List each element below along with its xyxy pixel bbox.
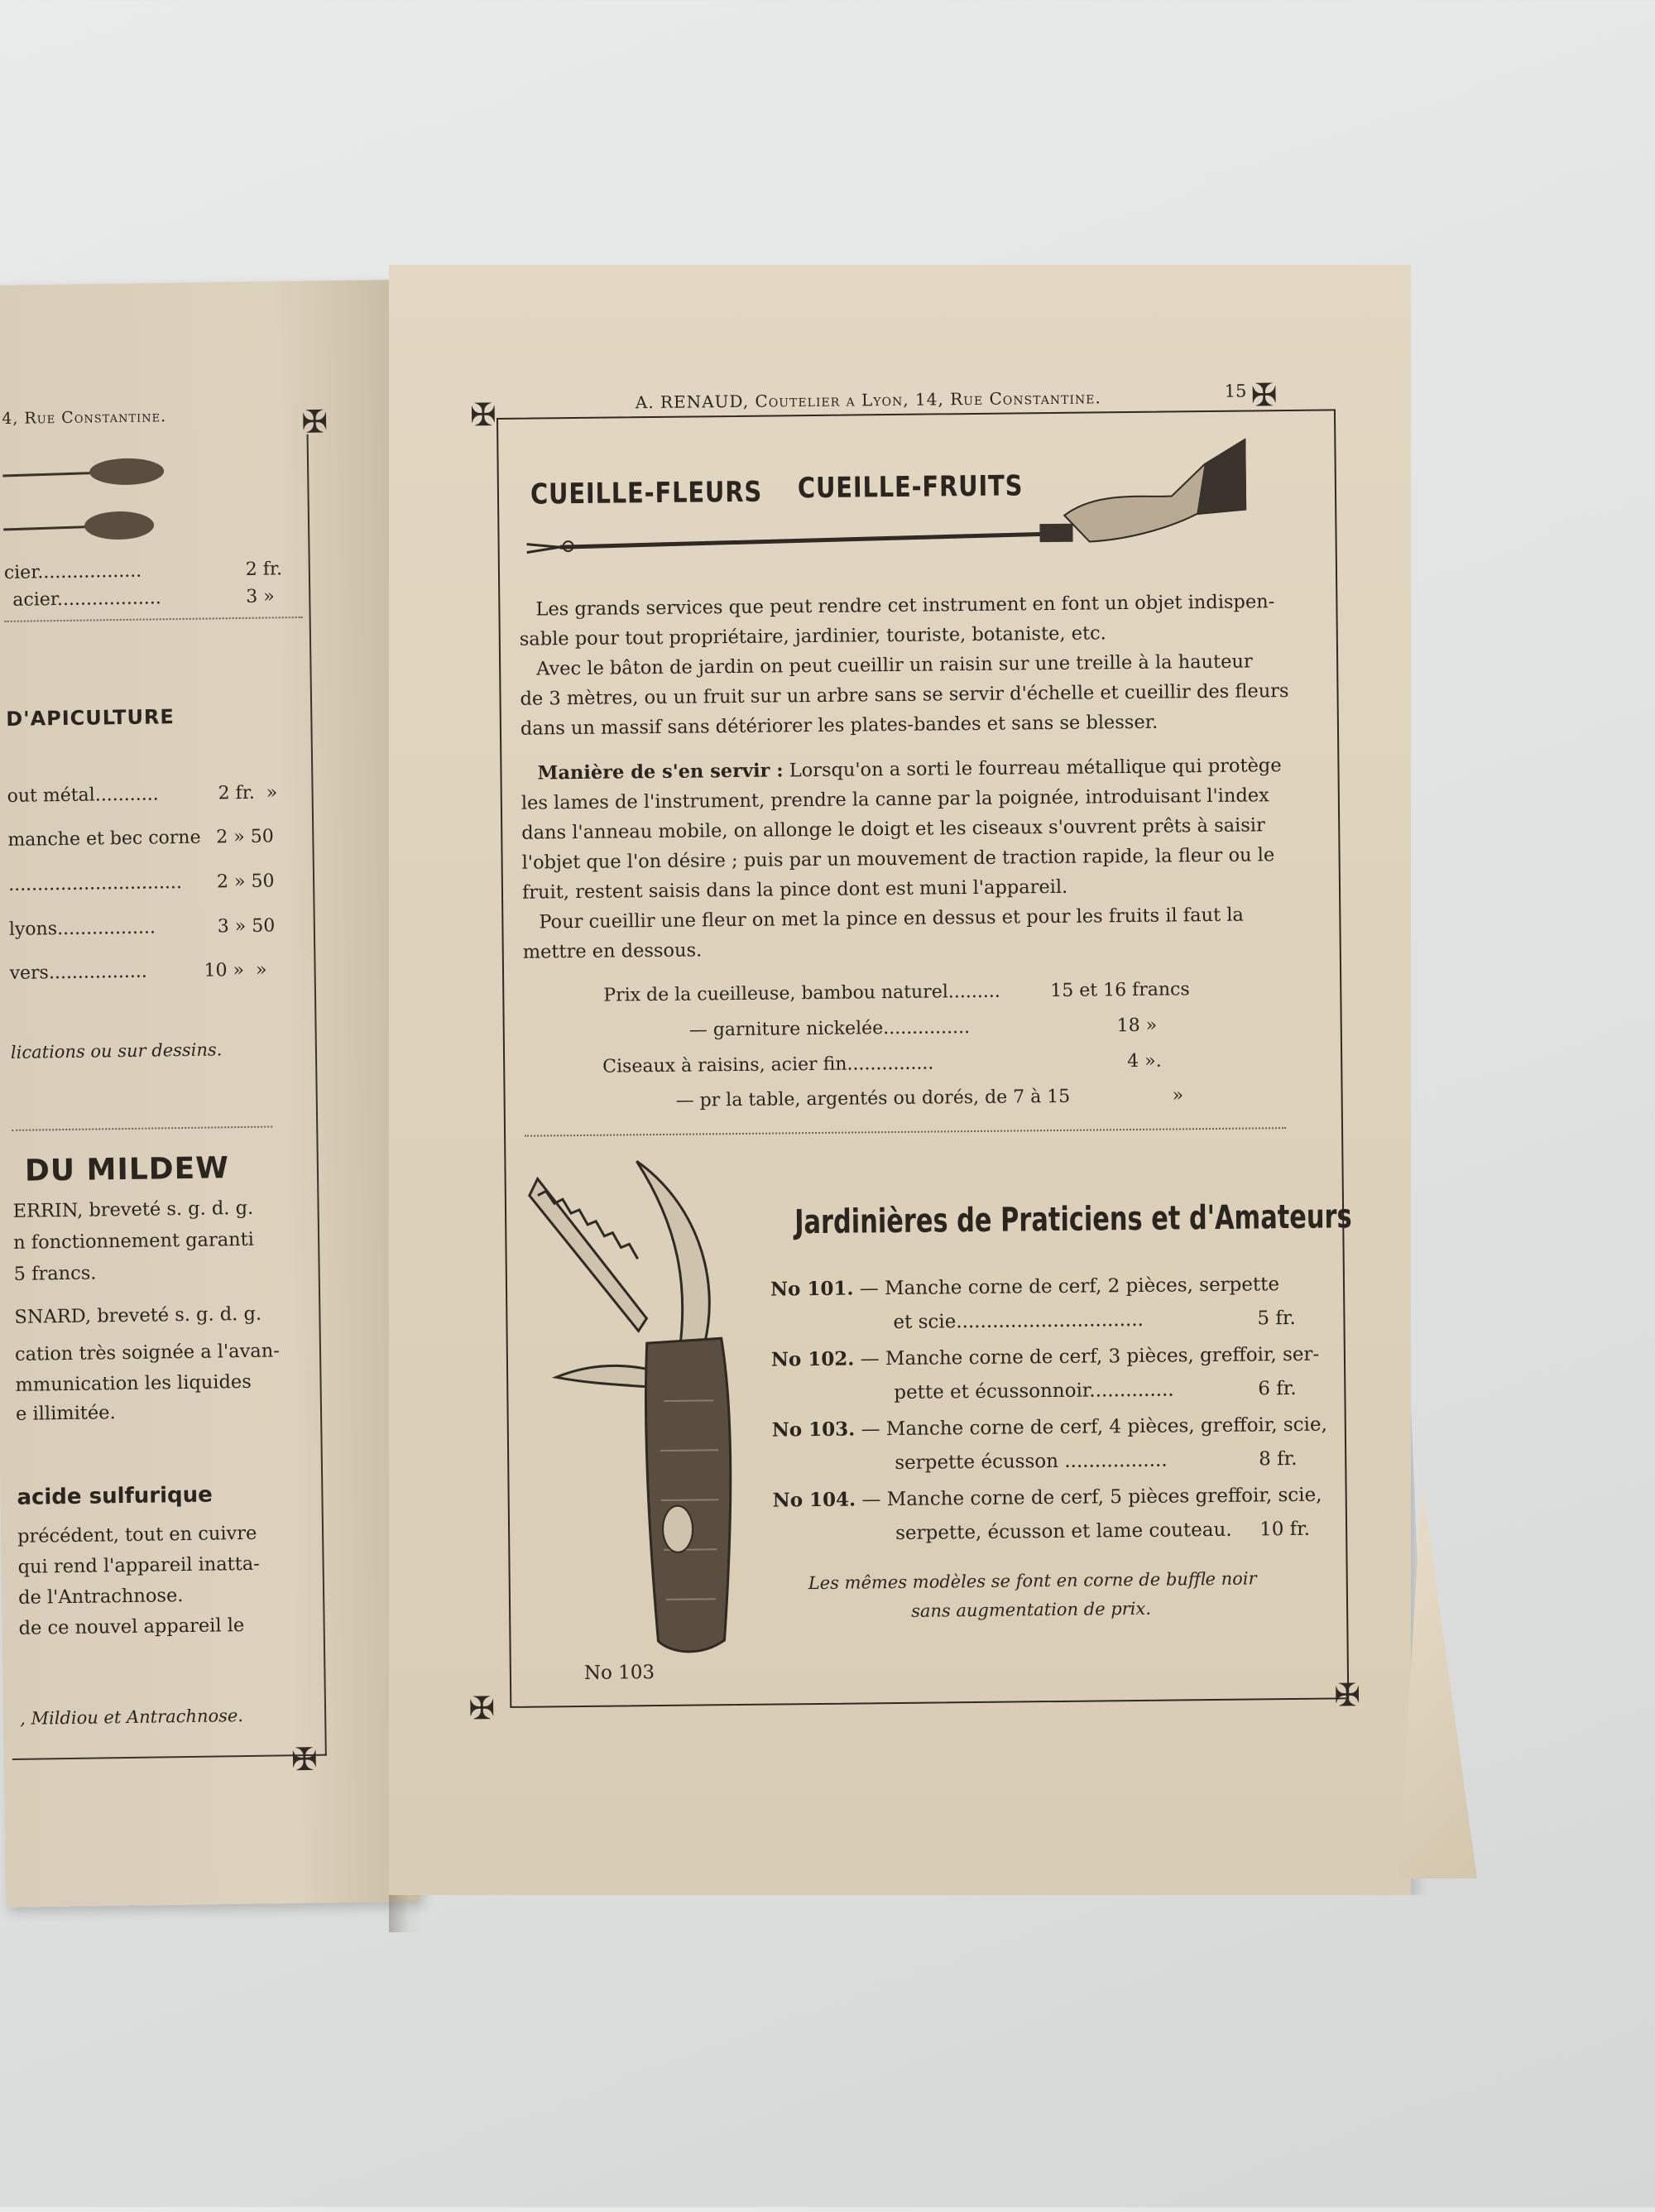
usage-line: mettre en dessous. xyxy=(522,939,703,963)
mildew-line: n fonctionnement garanti xyxy=(12,1228,255,1254)
price-label: — garniture nickelée............... xyxy=(688,1017,971,1041)
paragraph-line: sable pour tout propriétaire, jardinier, touriste, botaniste, etc. xyxy=(519,622,1106,650)
apiculture-price: 2 » 50 xyxy=(216,826,274,848)
knife-price: 5 fr. xyxy=(1257,1307,1296,1330)
knife-price: 6 fr. xyxy=(1258,1377,1297,1400)
apiculture-item: lyons................. xyxy=(8,917,156,940)
price-value: » xyxy=(1172,1085,1184,1106)
knife-item: No 102. — Manche corne de cerf, 3 pièces, greffoir, ser- xyxy=(770,1343,1320,1371)
knife-note: sans augmentation de prix. xyxy=(911,1598,1152,1621)
running-header: A. RENAUD, Coutelier a Lyon, 14, Rue Constantine. xyxy=(635,387,1101,413)
corner-ornament-icon: ✠ xyxy=(1333,1677,1361,1714)
acid-line: de l'Antrachnose. xyxy=(17,1585,184,1609)
knife-item: No 101. — Manche corne de cerf, 2 pièces, serpette xyxy=(770,1274,1280,1301)
page-number: 15 xyxy=(1224,381,1247,401)
corner-ornament-icon: ✠ xyxy=(468,1690,496,1727)
acid-line: précédent, tout en cuivre xyxy=(17,1522,257,1547)
paragraph-line: Avec le bâton de jardin on peut cueillir un raisin sur une treille à la hauteur xyxy=(536,650,1253,680)
knife-price: 10 fr. xyxy=(1259,1518,1311,1541)
price-value: 2 fr. xyxy=(245,559,283,580)
mildew-line: ERRIN, breveté s. g. d. g. xyxy=(12,1197,254,1222)
price-line: acier.................. xyxy=(12,588,161,611)
knife-item-line2: pette et écussonnoir.............. xyxy=(894,1379,1174,1404)
knife-item: No 103. — Manche corne de cerf, 4 pièces, greffoir, scie, xyxy=(771,1413,1328,1442)
apiculture-item: out métal........... xyxy=(7,784,159,807)
left-page-header: 4, Rue Constantine. xyxy=(2,407,167,428)
corner-ornament-icon: ✠ xyxy=(469,396,497,434)
paragraph-line: dans un massif sans détériorer les plates-bandes et sans se blesser. xyxy=(520,711,1158,740)
apiculture-item: manche et bec corne xyxy=(7,827,201,851)
usage-heading: Manière de s'en servir : xyxy=(537,760,784,785)
corner-ornament-icon: ✠ xyxy=(1250,377,1278,414)
usage-line: l'objet que l'on désire ; puis par un mouvement de traction rapide, la fleur ou le xyxy=(521,844,1275,874)
mildew-line: SNARD, breveté s. g. d. g. xyxy=(14,1303,262,1328)
fruit-picker-illustration-icon xyxy=(517,431,1247,571)
mildew-line: cation très soignée a l'avan- xyxy=(14,1340,281,1365)
price-value: 3 » xyxy=(246,586,275,607)
corner-ornament-icon: ✠ xyxy=(290,1740,319,1778)
apiculture-price: 2 » 50 xyxy=(216,871,275,893)
usage-line: fruit, restent saisis dans la pince dont est muni l'appareil. xyxy=(521,876,1068,904)
title-cueille-fleurs: CUEILLE-FLEURS xyxy=(530,475,763,511)
knife-note: Les mêmes modèles se font en corne de buffle noir xyxy=(808,1568,1257,1594)
usage-line: Pour cueillir une fleur on met la pince en dessus et pour les fruits il faut la xyxy=(539,904,1245,933)
section-title: D'APICULTURE xyxy=(6,705,175,731)
mildew-line: 5 francs. xyxy=(13,1262,97,1285)
price-label: — pr la table, argentés ou dorés, de 7 à 15 xyxy=(675,1086,1071,1111)
price-value: 4 ». xyxy=(1127,1050,1162,1072)
price-line: cier.................. xyxy=(3,560,142,583)
apiculture-price: 10 » » xyxy=(204,959,267,981)
knife-item-line2: serpette, écusson et lame couteau. xyxy=(895,1519,1232,1545)
price-label: Ciseaux à raisins, acier fin............... xyxy=(602,1053,934,1077)
acid-line: qui rend l'appareil inatta- xyxy=(17,1552,260,1578)
apiculture-price: 3 » 50 xyxy=(217,915,276,938)
paragraph-line: de 3 mètres, ou un fruit sur un arbre sans se servir d'échelle et cueillir des fleurs xyxy=(520,679,1289,710)
apiculture-item: .............................. xyxy=(7,872,183,895)
knife-item-line2: et scie............................... xyxy=(893,1308,1144,1334)
apiculture-item: vers................. xyxy=(9,961,147,984)
left-footer: , Mildiou et Antrachnose. xyxy=(20,1706,244,1729)
knife-section-title: Jardinières de Praticiens et d'Amateurs xyxy=(794,1197,1352,1242)
acid-line: de ce nouvel appareil le xyxy=(18,1615,245,1639)
knife-price: 8 fr. xyxy=(1259,1447,1298,1471)
note-text: lications ou sur dessins. xyxy=(10,1039,223,1063)
acid-title: acide sulfurique xyxy=(17,1482,213,1510)
mildew-line: e illimitée. xyxy=(15,1402,116,1425)
corner-ornament-icon: ✠ xyxy=(301,403,329,440)
pruning-knife-illustration-icon xyxy=(520,1152,758,1684)
usage-paragraph: Manière de s'en servir : Lorsqu'on a sorti le fourreau métallique qui protège xyxy=(537,755,1282,785)
knife-item-line2: serpette écusson ................. xyxy=(895,1449,1168,1475)
figure-caption: No 103 xyxy=(583,1662,655,1684)
title-cueille-fruits: CUEILLE-FRUITS xyxy=(797,469,1024,506)
usage-line: dans l'anneau mobile, on allonge le doigt et les ciseaux s'ouvrent prêts à saisir xyxy=(521,814,1265,844)
usage-line: les lames de l'instrument, prendre la canne par la poignée, introduisant l'index xyxy=(520,785,1269,814)
price-value: 18 » xyxy=(1116,1015,1158,1037)
apiculture-price: 2 fr. » xyxy=(218,782,278,804)
paragraph-line: Les grands services que peut rendre cet instrument en font un objet indispen- xyxy=(535,591,1275,621)
knife-item: No 104. — Manche corne de cerf, 5 pièces greffoir, scie, xyxy=(772,1484,1322,1512)
price-value: 15 et 16 francs xyxy=(1050,979,1190,1002)
mildew-title: DU MILDEW xyxy=(24,1151,230,1188)
price-label: Prix de la cueilleuse, bambou naturel......... xyxy=(603,981,1000,1006)
mildew-line: mmunication les liquides xyxy=(15,1370,252,1396)
